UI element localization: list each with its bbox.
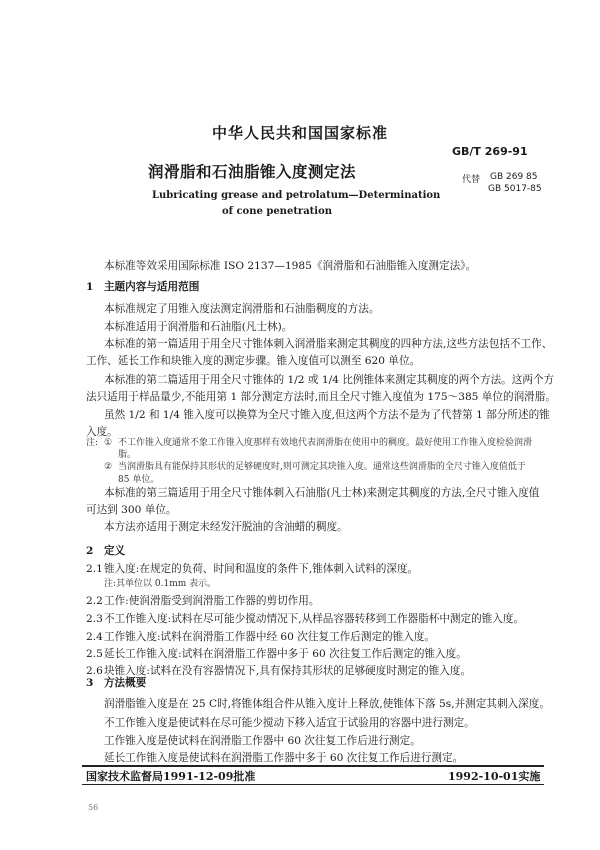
section-1-paragraph: 本标准规定了用锥入度法测定润滑脂和石油脂稠度的方法。 <box>104 303 380 315</box>
definition-item <box>86 562 418 576</box>
section-3-paragraph: 工作锥入度是使试料在润滑脂工作器中 60 次往复工作后进行测定。 <box>104 735 421 747</box>
definition-item <box>86 612 524 626</box>
section-3-heading: 3 方法概要 <box>86 677 147 689</box>
section-1-paragraph: 本方法亦适用于测定未经发汗脱油的含油蜡的稠度。 <box>104 521 348 533</box>
definition-item <box>86 647 467 661</box>
note-text: 85 单位。 <box>118 475 160 485</box>
definition-number: 2.6 <box>86 665 103 677</box>
intro-paragraph: 本标准等效采用国际标准 ISO 2137—1985《润滑脂和石油脂锥入度测定法》。 <box>104 260 477 272</box>
section-3-paragraph: 延长工作锥入度是使试料在润滑脂工作器中多于 60 次往复工作后进行测定。 <box>104 752 464 764</box>
note-number: ② <box>104 462 113 472</box>
implementation-date: 1992-10-01实施 <box>448 770 541 783</box>
footer-rule-top <box>82 765 544 767</box>
issuing-body: 中华人民共和国国家标准 <box>211 124 388 142</box>
definition-note <box>104 578 216 590</box>
note-prefix: 注: <box>86 438 99 448</box>
section-1-paragraph: 可达到 300 单位。 <box>86 504 177 516</box>
title-chinese: 润滑脂和石油脂锥入度测定法 <box>148 162 357 181</box>
definition-number: 2.4 <box>86 631 103 643</box>
section-3-paragraph: 不工作锥入度是使试料在尽可能少搅动下移入适宜于试验用的容器中进行测定。 <box>104 717 475 729</box>
section-1-paragraph: 本标准的第三篇适用于用全尺寸锥体刺入石油脂(凡士林)来测定其稠度的方法,全尺寸锥入度值 <box>104 487 540 499</box>
section-1-paragraph: 入度。 <box>86 426 118 438</box>
definition-text: 工作锥入度:试料在润滑脂工作器中经 60 次往复工作后测定的锥入度。 <box>104 631 436 643</box>
definition-number: 2.1 <box>86 563 103 575</box>
section-1-paragraph: 本标准的第二篇适用于用全尺寸锥体的 1/2 或 1/4 比例锥体来测定其稠度的两个方法。这两个方 <box>104 374 555 386</box>
note-text: 当润滑脂具有能保持其形状的足够硬度时,则可测定其块锥入度。通常这些润滑脂的全尺寸锥入度值低于 <box>118 462 526 472</box>
definition-text: 注:其单位以 0.1mm 表示。 <box>104 579 217 589</box>
section-1-paragraph: 本标准适用于润滑脂和石油脂(凡士林)。 <box>104 321 293 333</box>
definition-text: 块锥入度:试料在没有容器情况下,具有保持其形状的足够硬度时测定的锥入度。 <box>104 665 472 677</box>
definition-text: 工作:使润滑脂受到润滑脂工作器的剪切作用。 <box>104 595 320 607</box>
replaces-standard-1: GB 269 85 <box>490 172 538 182</box>
section-1-paragraph: 本标准的第一篇适用于用全尺寸锥体刺入润滑脂来测定其稠度的四种方法,这些方法包括不工作、 <box>104 338 553 350</box>
definition-number: 2.5 <box>86 648 103 660</box>
section-1-paragraph: 虽然 1/2 和 1/4 锥入度可以换算为全尺寸锥入度,但这两个方法不是为了代替第 1 部分所述的锥 <box>104 409 550 421</box>
section-1-paragraph: 工作、延长工作和块锥入度的测定步骤。锥入度值可以测至 620 单位。 <box>86 355 421 367</box>
definition-text: 锥入度:在规定的负荷、时间和温度的条件下,锥体刺入试料的深度。 <box>104 563 419 575</box>
section-3-paragraph: 润滑脂锥入度是在 25 C时,将锥体组合件从锥入度计上释放,使锥体下落 5s,并测定其刺入深度。 <box>104 698 550 710</box>
footer-rule-bottom <box>82 784 544 785</box>
page-number: 56 <box>88 803 99 812</box>
note-number: ① <box>104 438 113 448</box>
definition-number: 2.3 <box>86 613 103 625</box>
title-english-line2: of cone penetration <box>222 206 333 217</box>
section-1-paragraph: 法只适用于样品量少,不能用第 1 部分测定方法时,而且全尺寸锥入度值为 175～385 单位的润滑脂。 <box>86 391 556 403</box>
section-2-heading: 2 定义 <box>86 545 126 557</box>
replaces-label: 代替 <box>462 175 481 185</box>
title-english-line1: Lubricating grease and petrolatum—Determination <box>152 190 441 201</box>
note-text: 脂。 <box>118 450 137 460</box>
definition-item <box>86 594 319 608</box>
definition-text: 延长工作锥入度:试料在润滑脂工作器中多于 60 次往复工作后测定的锥入度。 <box>104 648 467 660</box>
approval-date: 国家技术监督局1991-12-09批准 <box>86 770 256 783</box>
definition-item <box>86 630 435 644</box>
definition-text: 不工作锥入度:试料在尽可能少搅动情况下,从样品容器转移到工作器脂杯中测定的锥入度。 <box>104 613 525 625</box>
replaces-standard-2: GB 5017-85 <box>488 184 542 194</box>
standard-number: GB/T 269-91 <box>452 145 528 158</box>
section-1-heading: 1 主题内容与适用范围 <box>86 281 200 293</box>
note-text: 不工作锥入度通常不象工作锥入度那样有效地代表润滑脂在使用中的稠度。最好使用工作锥入度检验润滑 <box>118 438 533 448</box>
definition-number: 2.2 <box>86 595 103 607</box>
